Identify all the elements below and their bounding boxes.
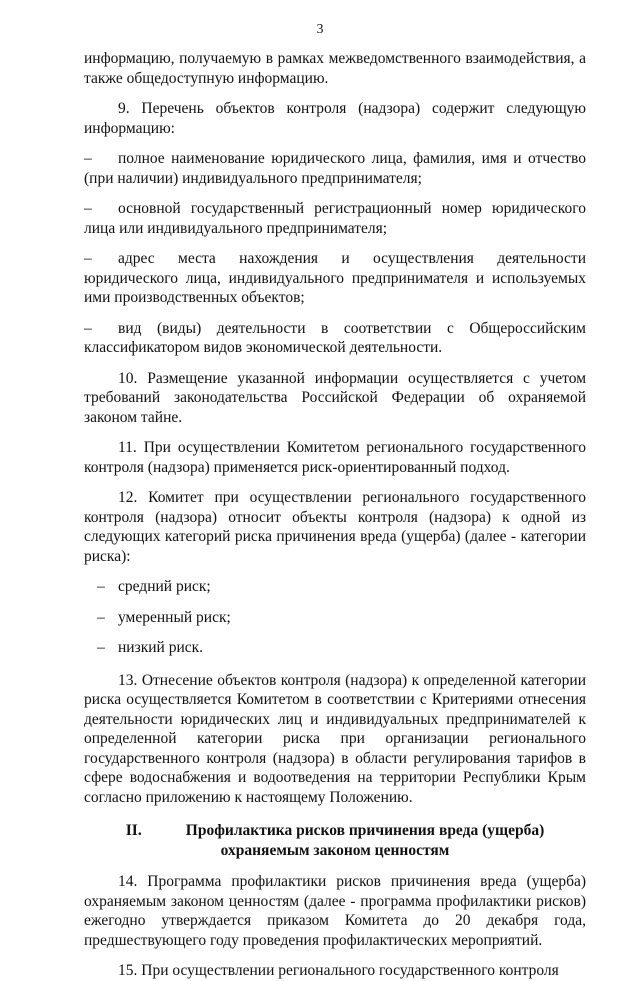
paragraph-15: 15. При осуществлении регионального государственного контроля: [118, 962, 559, 979]
dash-marker: –: [97, 608, 105, 626]
paragraph-10: 10. Размещение указанной информации осуществляется с учетом требований законодательства Российской Федерации об охраняемой законом тайне.: [84, 369, 586, 426]
paragraph-11: 11. При осуществлении Комитетом регионального государственного контроля (надзора) применяется риск-ориентированный подход.: [84, 439, 586, 476]
risk-item-moderate: – умеренный риск;: [84, 608, 586, 628]
paragraph-9: 9. Перечень объектов контроля (надзора) содержит следующую информацию:: [84, 100, 586, 137]
page-number: 3: [316, 22, 324, 37]
dash-marker: –: [84, 250, 92, 267]
paragraph-13: 13. Отнесение объектов контроля (надзора) к определенной категории риска осуществляется Комитетом в соответствии с Критериями отнесения деятельности юридических лиц и индивидуальных предпринимателей к определенной категории риска при организации регионального государственного контроля (надзора) в области регулирования тарифов в сфере водоснабжения и водоотведения на территории Республики Крым согласно приложению к настоящему Положению.: [84, 671, 586, 806]
section-number: II.: [125, 822, 142, 839]
section-heading: [84, 821, 586, 861]
dash-marker: –: [84, 150, 92, 167]
dash-marker: –: [84, 200, 92, 217]
dash-item-activity: – вид (виды) деятельности в соответствии с Общероссийским классификатором видов экономической деятельности.: [84, 319, 586, 356]
risk-item-medium: – средний риск;: [84, 577, 586, 597]
paragraph-14: 14. Программа профилактики рисков причинения вреда (ущерба) охраняемым законом ценностям (далее - программа профилактики рисков) ежегодно утверждается приказом Комитета до 20 декабря года, предшествующего году проведения профилактических мероприятий.: [84, 873, 586, 949]
dash-item-address: – адрес места нахождения и осуществления деятельности юридического лица, индивидуального предпринимателя и используемых ими производственных объектов;: [84, 250, 586, 306]
section-title-line1: Профилактика рисков причинения вреда (ущерба): [185, 822, 545, 839]
dash-marker: –: [97, 578, 105, 595]
paragraph-12: 12. Комитет при осуществлении регионального государственного контроля (надзора) относит объекты контроля (надзора) к одной из следующих категорий риска причинения вреда (ущерба) (далее - категории риска):: [84, 489, 586, 565]
section-title-line2: охраняемым законом ценностям: [220, 842, 450, 859]
document-body: [84, 49, 586, 981]
paragraph-continuation: информацию, получаемую в рамках межведомственного взаимодействия, а также общедоступную информацию.: [84, 50, 586, 87]
dash-item-ogrn: – основной государственный регистрационный номер юридического лица или индивидуального предпринимателя;: [84, 200, 586, 237]
dash-item-full-name: – полное наименование юридического лица, фамилия, имя и отчество (при наличии) индивидуального предпринимателя;: [84, 150, 586, 187]
dash-marker: –: [84, 319, 92, 337]
risk-item-low: – низкий риск.: [84, 638, 586, 658]
dash-marker: –: [97, 639, 105, 656]
